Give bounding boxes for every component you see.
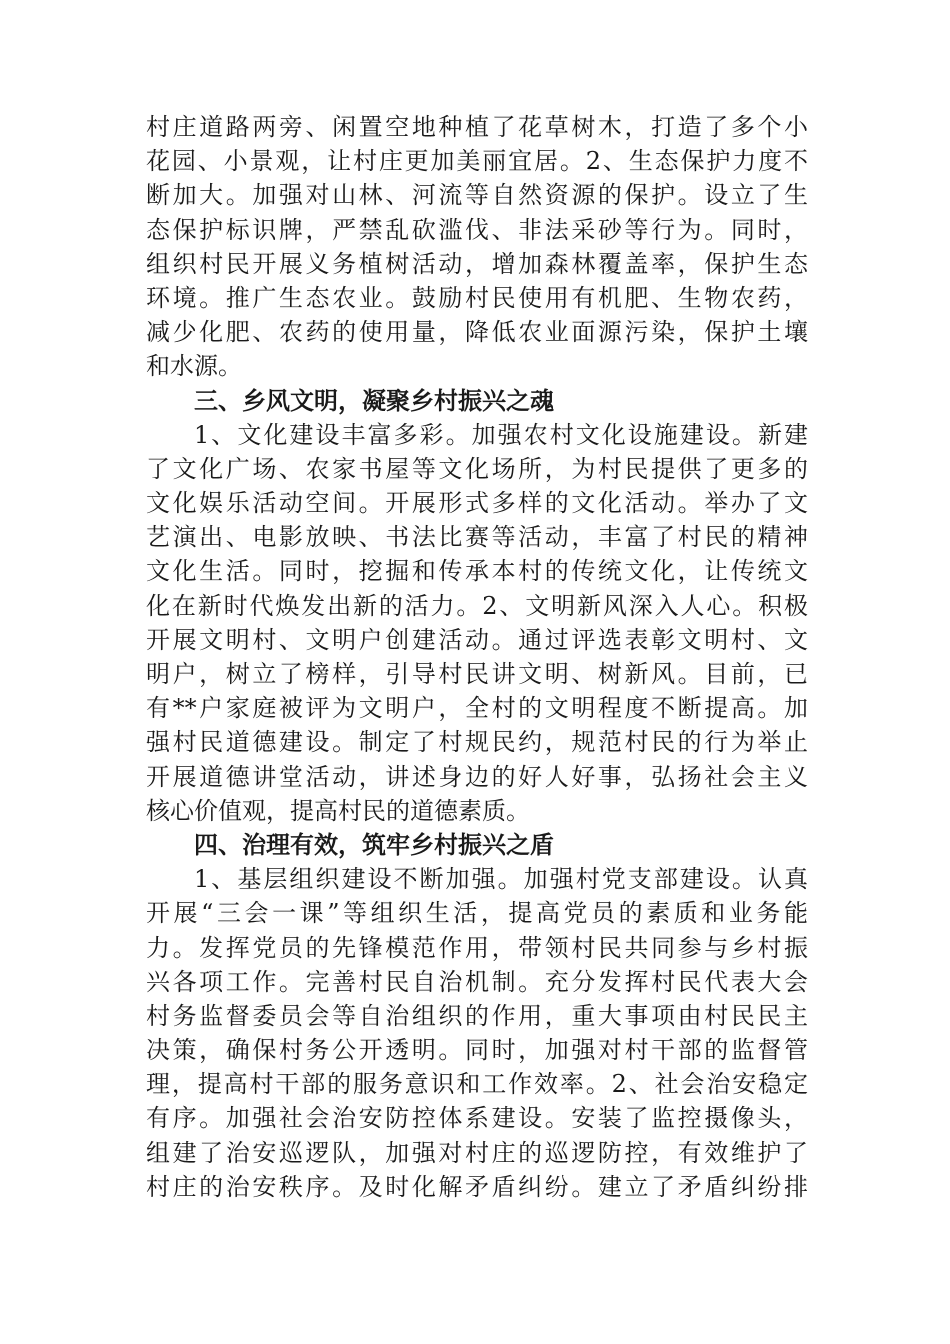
text-line: 村庄道路两旁、闲置空地种植了花草树木，打造了多个小 — [146, 113, 808, 141]
text-line: 组织村民开展义务植树活动，增加森林覆盖率，保护生态 — [146, 249, 808, 278]
text-line: 力。发挥党员的先锋模范作用，带领村民共同参与乡村振 — [146, 933, 808, 962]
text-line: 兴各项工作。完善村民自治机制。充分发挥村民代表大会 — [146, 967, 808, 996]
text-line: 环境。推广生态农业。鼓励村民使用有机肥、生物农药， — [146, 283, 808, 312]
text-line: 明户，树立了榜样，引导村民讲文明、树新风。目前，已 — [146, 660, 808, 688]
text-line: 了文化广场、农家书屋等文化场所，为村民提供了更多的 — [146, 454, 808, 483]
text-line: 化在新时代焕发出新的活力。2、文明新风深入人心。积极 — [146, 591, 808, 620]
text-line: 艺演出、电影放映、书法比赛等活动，丰富了村民的精神 — [146, 523, 808, 552]
section-heading: 三、乡风文明，凝聚乡村振兴之魂 — [194, 386, 554, 415]
text-line: 村庄的治安秩序。及时化解矛盾纠纷。建立了矛盾纠纷排 — [146, 1172, 808, 1201]
text-line: 开展“三会一课”等组织生活，提高党员的素质和业务能 — [146, 899, 808, 928]
text-line: 开展道德讲堂活动，讲述身边的好人好事，弘扬社会主义 — [146, 762, 808, 791]
text-line: 开展文明村、文明户创建活动。通过评选表彰文明村、文 — [146, 625, 808, 654]
text-line: 有序。加强社会治安防控体系建设。安装了监控摄像头， — [146, 1104, 808, 1133]
text-line: 有**户家庭被评为文明户，全村的文明程度不断提高。加 — [146, 694, 808, 723]
text-line: 和水源。 — [146, 352, 242, 381]
text-line: 文化生活。同时，挖掘和传承本村的传统文化，让传统文 — [146, 557, 808, 586]
document-page — [146, 110, 808, 1204]
text-line: 减少化肥、农药的使用量，降低农业面源污染，保护土壤 — [146, 318, 808, 347]
text-line: 决策，确保村务公开透明。同时，加强对村干部的监督管 — [146, 1036, 808, 1065]
text-line: 理，提高村干部的服务意识和工作效率。2、社会治安稳定 — [146, 1070, 808, 1099]
text-line: 组建了治安巡逻队，加强对村庄的巡逻防控，有效维护了 — [146, 1138, 808, 1167]
text-line: 1、文化建设丰富多彩。加强农村文化设施建设。新建 — [194, 420, 808, 449]
text-line: 村务监督委员会等自治组织的作用，重大事项由村民民主 — [146, 1001, 808, 1030]
text-line: 断加大。加强对山林、河流等自然资源的保护。设立了生 — [146, 181, 808, 210]
text-line: 文化娱乐活动空间。开展形式多样的文化活动。举办了文 — [146, 489, 808, 518]
text-line: 强村民道德建设。制定了村规民约，规范村民的行为举止 — [146, 728, 808, 757]
text-line: 核心价值观，提高村民的道德素质。 — [146, 796, 530, 825]
text-line: 花园、小景观，让村庄更加美丽宜居。2、生态保护力度不 — [146, 147, 808, 176]
text-line: 态保护标识牌，严禁乱砍滥伐、非法采砂等行为。同时， — [146, 215, 808, 244]
text-line: 1、基层组织建设不断加强。加强村党支部建设。认真 — [194, 865, 808, 894]
section-heading: 四、治理有效，筑牢乡村振兴之盾 — [194, 830, 554, 859]
